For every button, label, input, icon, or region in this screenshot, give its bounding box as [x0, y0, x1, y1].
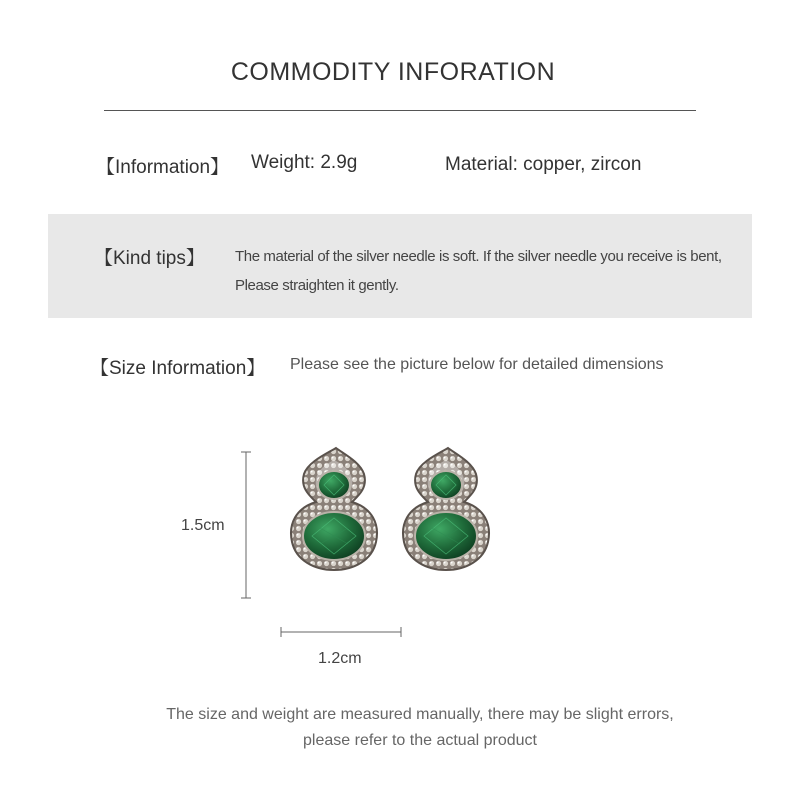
- right-earring: [403, 448, 489, 570]
- disclaimer-line-1: The size and weight are measured manually, there may be slight errors,: [166, 706, 674, 723]
- kind-tips-line-2: Please straighten it gently.: [235, 277, 399, 294]
- measurement-disclaimer: [0, 702, 800, 754]
- kind-tips-label: 【Kind tips】: [94, 248, 205, 269]
- weight-value: Weight: 2.9g: [251, 152, 358, 173]
- size-information-description: Please see the picture below for detailed dimensions: [290, 356, 664, 373]
- material-value: Material: copper, zircon: [445, 154, 642, 175]
- size-information-label: 【Size Information】: [90, 358, 266, 379]
- width-dimension-line: [281, 627, 401, 637]
- height-dimension-label: 1.5cm: [181, 517, 225, 534]
- page-title: COMMODITY INFORATION: [230, 58, 556, 86]
- width-dimension-label: 1.2cm: [318, 650, 362, 667]
- information-label: 【Information】: [96, 157, 230, 178]
- kind-tips-line-1: The material of the silver needle is soft. If the silver needle you receive is bent,: [235, 248, 722, 265]
- height-dimension-line: [241, 452, 251, 598]
- left-earring: [291, 448, 377, 570]
- disclaimer-line-2: please refer to the actual product: [303, 732, 537, 749]
